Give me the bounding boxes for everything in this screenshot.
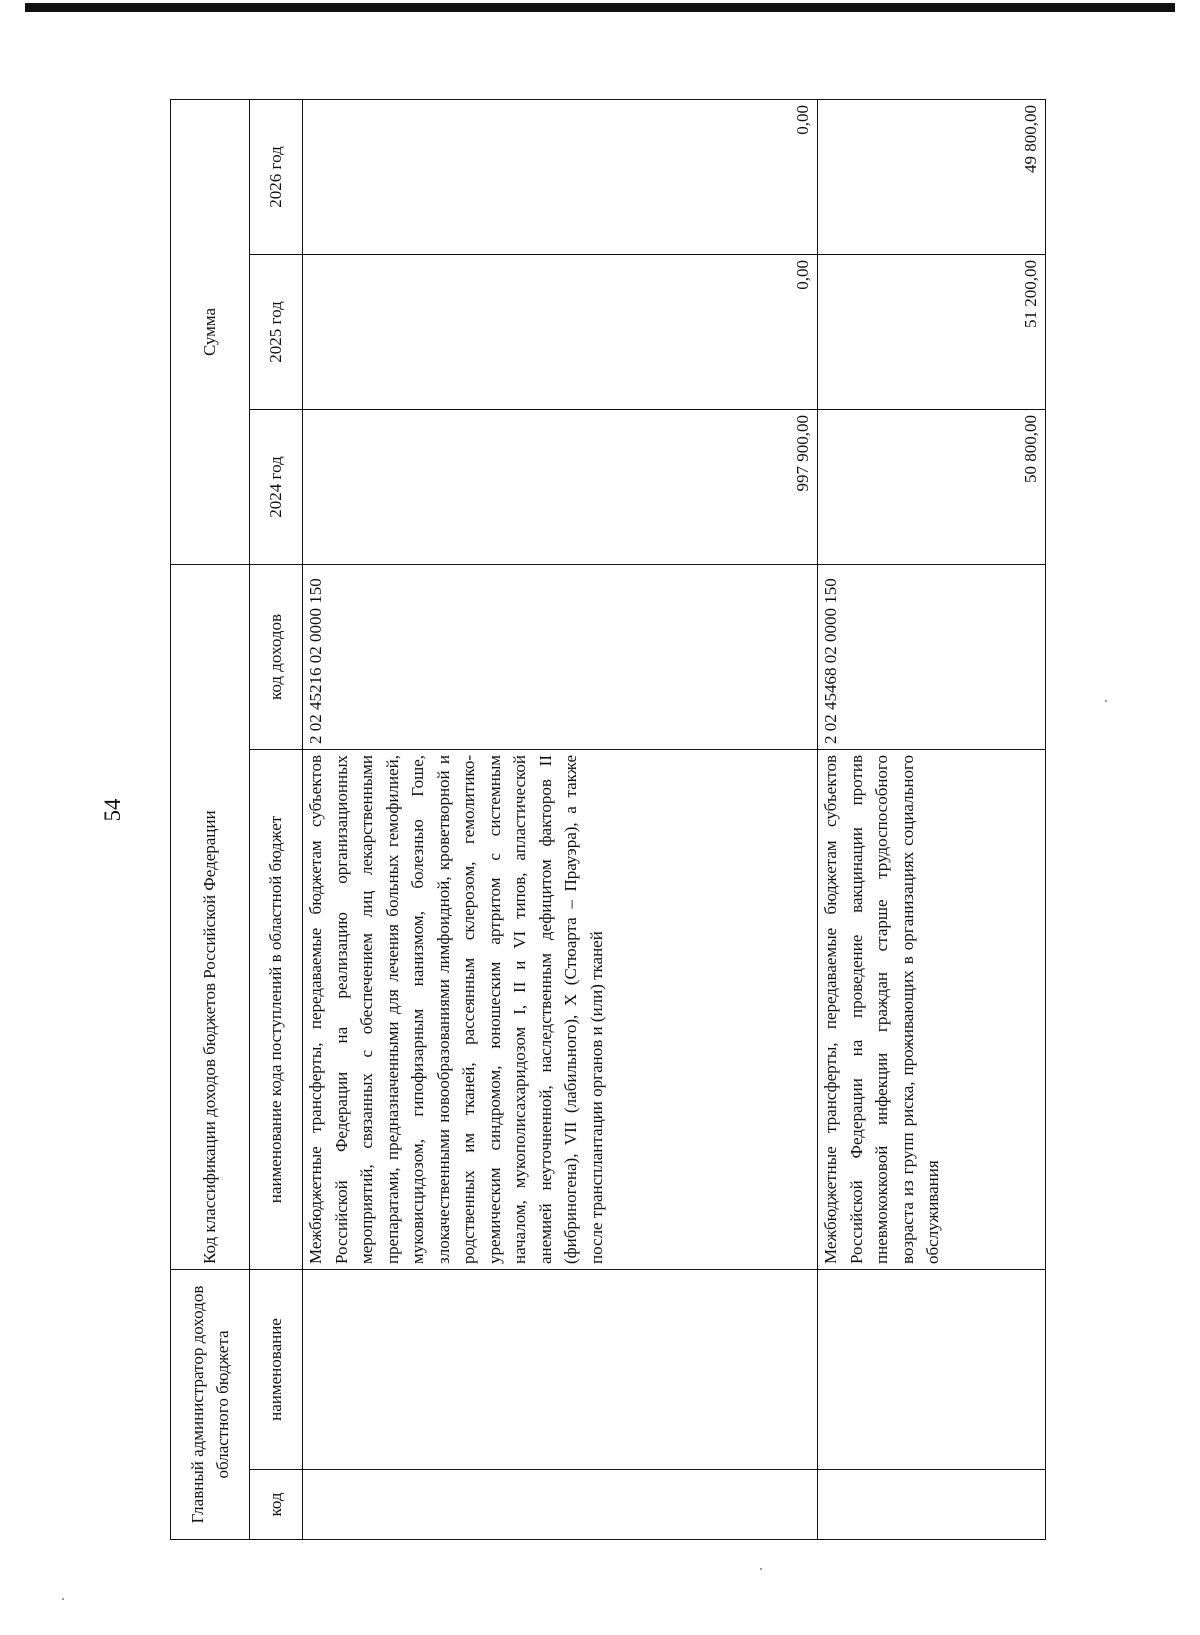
header-admin-name: наименование — [250, 1270, 303, 1470]
header-admin-group: Главный администратор доходов областного бюджета — [171, 1270, 250, 1540]
cell-income-name: Межбюджетные трансферты, передаваемые бюджетам субъектов Российской Федерации на реализацию организационных мероприятий, связанных с обеспечением лиц лекарственными препаратами, предназначенными для лечения больных гемофилией, муковисцидозом, гипофизарным нанизмом, болезнью Гоше, злокачественными новообразованиями лимфоидной, кроветворной и родственных им тканей, рассеянным склерозом, гемолитико-уремическим синдромом, юношеским артритом с системным началом, мукополисахаридозом I, II и VI типов, апластической анемией неуточненной, наследственным дефицитом факторов II (фибриногена), VII (лабильного), X (Стюарта – Прауэра), а также после трансплантации органов и (или) тканей — [303, 750, 818, 1270]
header-row-sub — [250, 99, 303, 1539]
cell-admin-name — [303, 1270, 818, 1470]
scan-top-edge — [25, 3, 1175, 12]
table-row — [303, 99, 818, 1539]
scan-speck — [1105, 700, 1107, 702]
scan-speck — [62, 1598, 64, 1600]
cell-sum-2026: 49 800,00 — [818, 99, 1046, 254]
cell-sum-2024: 997 900,00 — [303, 409, 818, 564]
header-sum-group: Сумма — [171, 99, 250, 564]
header-classification-group: Код классификации доходов бюджетов Российской Федерации — [171, 564, 250, 1269]
scan-speck — [760, 1568, 762, 1570]
header-row-top — [171, 99, 250, 1539]
cell-sum-2025: 51 200,00 — [818, 254, 1046, 409]
header-admin-code: код — [250, 1470, 303, 1540]
cell-admin-code — [303, 1470, 818, 1540]
income-classification-table — [170, 99, 1046, 1540]
header-year-2025: 2025 год — [250, 254, 303, 409]
header-year-2026: 2026 год — [250, 99, 303, 254]
header-year-2024: 2024 год — [250, 409, 303, 564]
cell-admin-name — [818, 1270, 1046, 1470]
rotated-page — [100, 100, 1040, 1540]
table-row — [818, 99, 1046, 1539]
cell-income-code: 2 02 45468 02 0000 150 — [818, 564, 1046, 749]
cell-income-name: Межбюджетные трансферты, передаваемые бюджетам субъектов Российской Федерации на проведение вакцинации против пневмококковой инфекции граждан старше трудоспособного возраста из групп риска, проживающих в организациях социального обслуживания — [818, 750, 1046, 1270]
cell-admin-code — [818, 1470, 1046, 1540]
header-income-name: наименование кода поступлений в областной бюджет — [250, 750, 303, 1270]
cell-income-code: 2 02 45216 02 0000 150 — [303, 564, 818, 749]
cell-sum-2024: 50 800,00 — [818, 409, 1046, 564]
page-number: 54 — [100, 798, 125, 822]
cell-sum-2025: 0,00 — [303, 254, 818, 409]
header-income-code: код доходов — [250, 564, 303, 749]
cell-sum-2026: 0,00 — [303, 99, 818, 254]
